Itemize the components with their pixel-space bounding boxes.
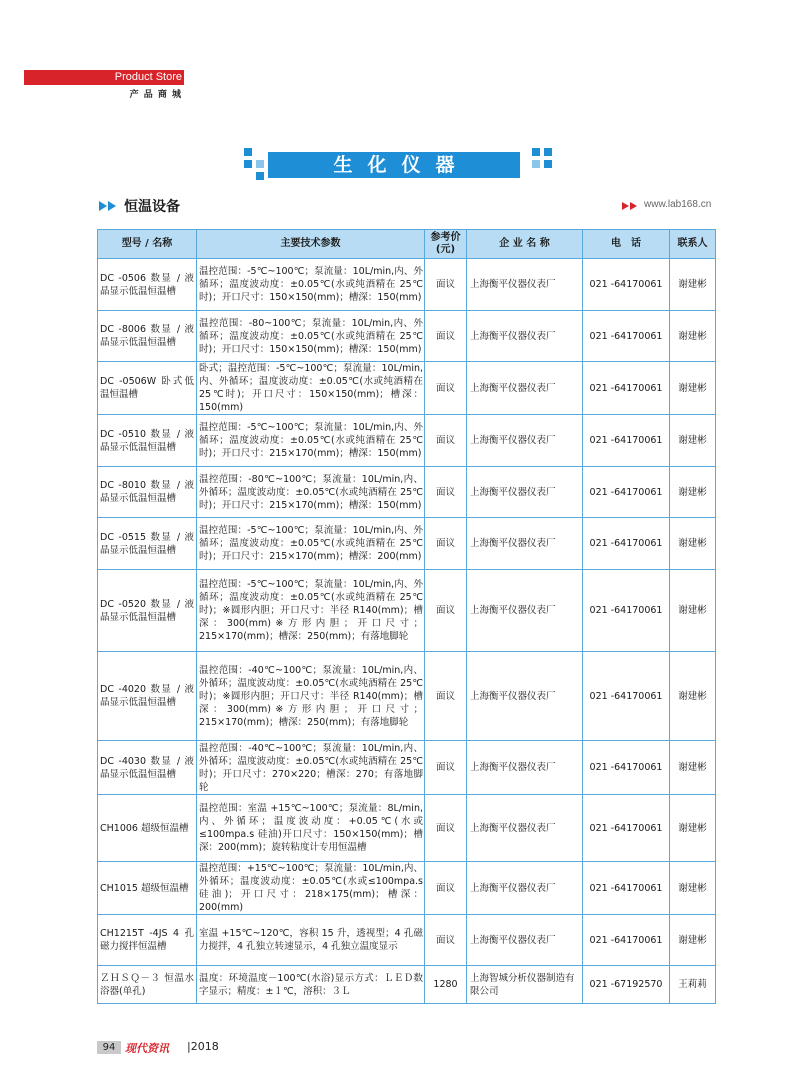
header-company: 企 业 名 称 <box>467 230 583 259</box>
price-cell: 面议 <box>425 518 467 570</box>
model-cell: CH1015 超级恒温槽 <box>98 862 197 915</box>
company-cell: 上海衡平仪器仪表厂 <box>467 259 583 311</box>
spec-cell: 温控范围：-5℃~100℃；泵流量：10L/min,内、外循环；温度波动度：±0.05℃(水或纯酒精在 25℃时)；※圆形内胆；开口尺寸：半径 R140(mm)；槽深：300(mm)※方形内胆；开口尺寸；215×170(mm)；槽深：250(mm)；有落地脚轮 <box>197 570 425 652</box>
spec-cell: 卧式；温控范围：-5℃~100℃；泵流量：10L/min,内、外循环；温度波动度：±0.05℃(水或纯酒精在 25℃时)；开口尺寸：150×150(mm)；槽深：150(mm) <box>197 362 425 415</box>
phone-cell: 021 -64170061 <box>583 467 670 518</box>
table-row <box>98 570 716 652</box>
company-cell: 上海衡平仪器仪表厂 <box>467 652 583 741</box>
spec-cell: 温控范围：-40℃~100℃；泵流量：10L/min,内、外循环；温度波动度：±0.05℃(水或纯酒精在 25℃时)；※圆形内胆；开口尺寸：半径 R140(mm)；槽深：300(mm)※方形内胆；开口尺寸；215×170(mm)；槽深：250(mm)；有落地脚轮 <box>197 652 425 741</box>
contact-cell: 谢建彬 <box>670 311 716 362</box>
table-row <box>98 862 716 915</box>
model-cell: DC -0515 数显 / 液晶显示低温恒温槽 <box>98 518 197 570</box>
contact-cell: 谢建彬 <box>670 862 716 915</box>
spec-cell: 温控范围：-80~100℃；泵流量：10L/min,内、外循环；温度波动度：±0.05℃(水或纯酒精在 25℃时)；开口尺寸：150×150(mm)；槽深：150(mm) <box>197 311 425 362</box>
table-row <box>98 259 716 311</box>
banner-decor-square <box>256 172 264 180</box>
contact-cell: 谢建彬 <box>670 570 716 652</box>
company-cell: 上海衡平仪器仪表厂 <box>467 415 583 467</box>
spec-cell: 温控范围：-5℃~100℃；泵流量：10L/min,内、外循环；温度波动度：±0.05℃(水或纯酒精在 25℃时)；开口尺寸：215×170(mm)；槽深：150(mm) <box>197 415 425 467</box>
table-row <box>98 518 716 570</box>
table-row <box>98 915 716 966</box>
model-cell: DC -4030 数显 / 液晶显示低温恒温槽 <box>98 741 197 795</box>
price-cell: 面议 <box>425 862 467 915</box>
issue-year: |2018 <box>187 1040 219 1053</box>
phone-cell: 021 -64170061 <box>583 652 670 741</box>
company-cell: 上海衡平仪器仪表厂 <box>467 311 583 362</box>
product-table <box>97 229 716 1004</box>
category-banner: 生化仪器 <box>268 152 520 178</box>
product-store-label: Product Store <box>114 71 182 83</box>
header-phone: 电 话 <box>583 230 670 259</box>
model-cell: DC -0510 数显 / 液晶显示低温恒温槽 <box>98 415 197 467</box>
double-chevron-icon <box>99 200 121 212</box>
model-cell: ＺＨＳＱ－３ 恒温水浴器(单孔) <box>98 966 197 1004</box>
price-cell: 面议 <box>425 741 467 795</box>
company-cell: 上海衡平仪器仪表厂 <box>467 795 583 862</box>
banner-decor-square <box>532 148 540 156</box>
spec-cell: 温控范围：室温 +15℃~100℃；泵流量：8L/min,内、外循环；温度波动度：+0.05℃(水或≤100mpa.s 硅油)开口尺寸：150×150(mm)；槽深：200(mm)；旋转粘度计专用恒温槽 <box>197 795 425 862</box>
table-row <box>98 362 716 415</box>
price-cell: 面议 <box>425 652 467 741</box>
spec-cell: 温度：环境温度－100℃(水浴)显示方式：ＬＥＤ数字显示；精度：±１℃，溶积：３Ｌ <box>197 966 425 1004</box>
table-row <box>98 652 716 741</box>
price-cell: 1280 <box>425 966 467 1004</box>
magazine-name: 现代资讯 <box>125 1042 169 1055</box>
double-chevron-red-icon <box>622 201 640 211</box>
spec-cell: 温控范围：-40℃~100℃；泵流量：10L/min,内、外循环；温度波动度：±0.05℃(水或纯酒精在 25℃时)；开口尺寸：270×220；槽深：270；有落地脚轮 <box>197 741 425 795</box>
company-cell: 上海衡平仪器仪表厂 <box>467 741 583 795</box>
table-row <box>98 311 716 362</box>
model-cell: CH1215T -4JS 4 孔磁力搅拌恒温槽 <box>98 915 197 966</box>
phone-cell: 021 -64170061 <box>583 415 670 467</box>
model-cell: CH1006 超级恒温槽 <box>98 795 197 862</box>
product-store-chinese: 产 品 商 城 <box>129 90 182 100</box>
company-cell: 上海衡平仪器仪表厂 <box>467 518 583 570</box>
phone-cell: 021 -64170061 <box>583 570 670 652</box>
phone-cell: 021 -64170061 <box>583 741 670 795</box>
model-cell: DC -4020 数显 / 液晶显示低温恒温槽 <box>98 652 197 741</box>
contact-cell: 谢建彬 <box>670 259 716 311</box>
phone-cell: 021 -64170061 <box>583 862 670 915</box>
banner-decor-square <box>544 160 552 168</box>
banner-decor-square <box>532 160 540 168</box>
contact-cell: 谢建彬 <box>670 518 716 570</box>
phone-cell: 021 -64170061 <box>583 915 670 966</box>
spec-cell: 温控范围：-5℃~100℃；泵流量：10L/min,内、外循环；温度波动度：±0.05℃(水或纯酒精在 25℃时)；开口尺寸：150×150(mm)；槽深：150(mm) <box>197 259 425 311</box>
price-cell: 面议 <box>425 570 467 652</box>
price-cell: 面议 <box>425 795 467 862</box>
price-cell: 面议 <box>425 362 467 415</box>
contact-cell: 王莉莉 <box>670 966 716 1004</box>
price-cell: 面议 <box>425 915 467 966</box>
page-number: 94 <box>97 1041 121 1054</box>
table-row <box>98 795 716 862</box>
phone-cell: 021 -64170061 <box>583 518 670 570</box>
price-cell: 面议 <box>425 259 467 311</box>
model-cell: DC -8006 数显 / 液晶显示低温恒温槽 <box>98 311 197 362</box>
table-header-row <box>98 230 716 259</box>
website-link[interactable]: www.lab168.cn <box>644 199 712 210</box>
model-cell: DC -0506 数显 / 液晶显示低温恒温槽 <box>98 259 197 311</box>
company-cell: 上海衡平仪器仪表厂 <box>467 467 583 518</box>
banner-decor-square <box>244 160 252 168</box>
contact-cell: 谢建彬 <box>670 415 716 467</box>
table-row <box>98 415 716 467</box>
company-cell: 上海衡平仪器仪表厂 <box>467 570 583 652</box>
banner-decor-square <box>544 148 552 156</box>
section-title: 恒温设备 <box>124 199 180 215</box>
company-cell: 上海衡平仪器仪表厂 <box>467 915 583 966</box>
company-cell: 上海衡平仪器仪表厂 <box>467 862 583 915</box>
header-price-line1: 参考价 <box>430 232 461 243</box>
price-cell: 面议 <box>425 311 467 362</box>
contact-cell: 谢建彬 <box>670 362 716 415</box>
contact-cell: 谢建彬 <box>670 652 716 741</box>
spec-cell: 室温 +15℃~120℃，容积 15 升，透视型；4 孔磁力搅拌，4 孔独立转速显示，4 孔独立温度显示 <box>197 915 425 966</box>
header-model: 型号 / 名称 <box>98 230 197 259</box>
phone-cell: 021 -64170061 <box>583 795 670 862</box>
phone-cell: 021 -67192570 <box>583 966 670 1004</box>
spec-cell: 温控范围：-5℃~100℃；泵流量：10L/min,内、外循环；温度波动度：±0.05℃(水或纯酒精在 25℃时)；开口尺寸：215×170(mm)；槽深：200(mm) <box>197 518 425 570</box>
phone-cell: 021 -64170061 <box>583 362 670 415</box>
phone-cell: 021 -64170061 <box>583 259 670 311</box>
model-cell: DC -8010 数显 / 液晶显示低温恒温槽 <box>98 467 197 518</box>
table-row <box>98 966 716 1004</box>
phone-cell: 021 -64170061 <box>583 311 670 362</box>
spec-cell: 温控范围：+15℃~100℃；泵流量：10L/min,内、外循环；温度波动度：±0.05℃(水或≤100mpa.s 硅油)；开口尺寸：218×175(mm)；槽深：200(mm) <box>197 862 425 915</box>
table-row <box>98 467 716 518</box>
header-price <box>425 230 467 259</box>
banner-decor-square <box>256 160 264 168</box>
price-cell: 面议 <box>425 415 467 467</box>
price-cell: 面议 <box>425 467 467 518</box>
header-contact: 联系人 <box>670 230 716 259</box>
model-cell: DC -0520 数显 / 液晶显示低温恒温槽 <box>98 570 197 652</box>
contact-cell: 谢建彬 <box>670 795 716 862</box>
company-cell: 上海衡平仪器仪表厂 <box>467 362 583 415</box>
spec-cell: 温控范围：-80℃~100℃；泵流量：10L/min,内、外循环；温度波动度：±0.05℃(水或纯酒精在 25℃时)；开口尺寸：215×170(mm)；槽深：150(mm) <box>197 467 425 518</box>
contact-cell: 谢建彬 <box>670 741 716 795</box>
header-spec: 主要技术参数 <box>197 230 425 259</box>
company-cell: 上海智城分析仪器制造有限公司 <box>467 966 583 1004</box>
contact-cell: 谢建彬 <box>670 467 716 518</box>
contact-cell: 谢建彬 <box>670 915 716 966</box>
banner-decor-square <box>244 148 252 156</box>
issue-year-value: 2018 <box>190 1040 219 1053</box>
model-cell: DC -0506W 卧式低温恒温槽 <box>98 362 197 415</box>
table-row <box>98 741 716 795</box>
header-price-line2: (元) <box>435 244 456 255</box>
